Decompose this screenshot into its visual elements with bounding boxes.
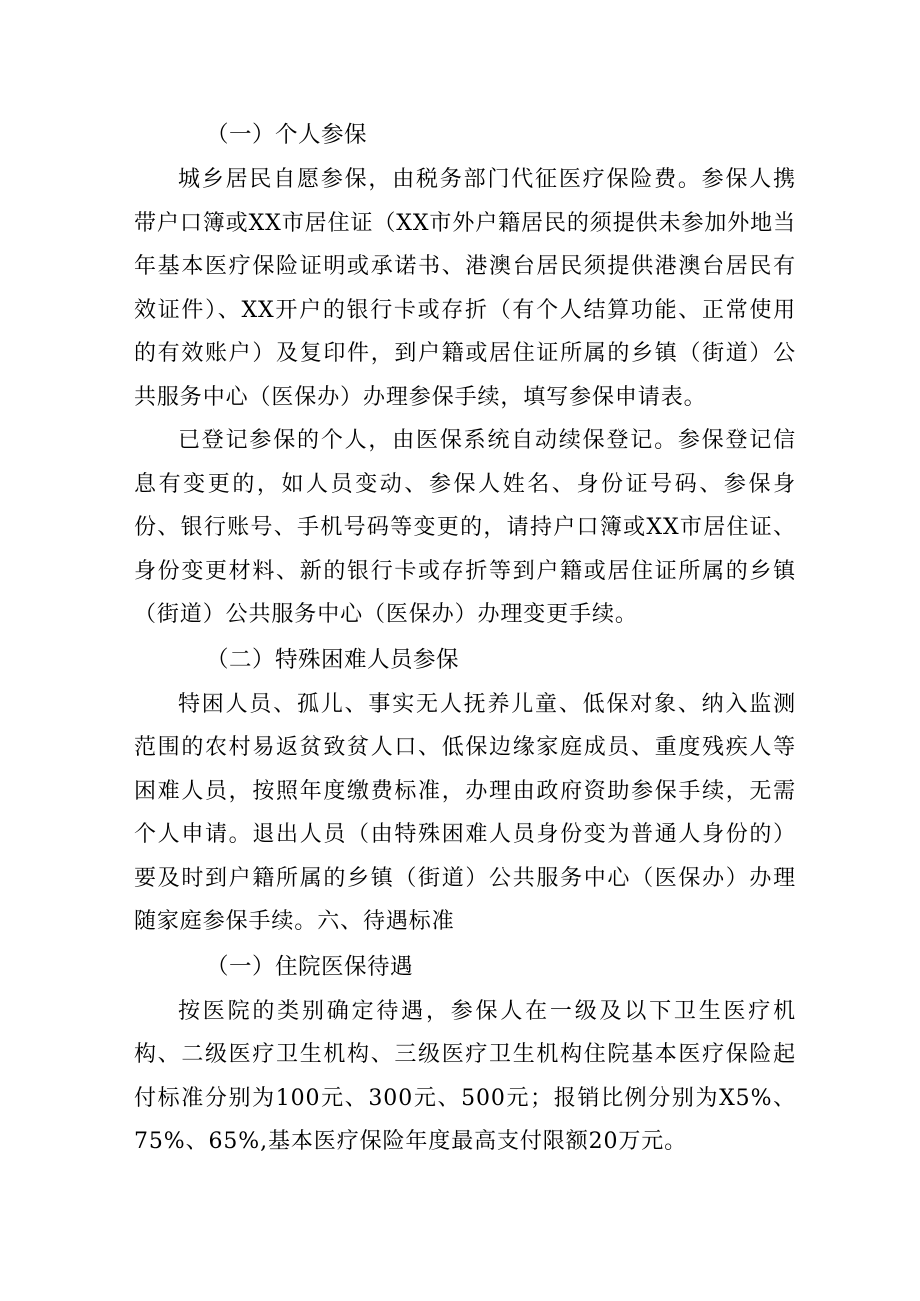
section-heading-personal-enrollment: （一）个人参保	[206, 122, 368, 148]
section-heading-inpatient-benefits: （一）住院医保待遇	[206, 953, 414, 980]
paragraph-special-hardship-enrollment: 特困人员、孤儿、事实无人抚养儿童、低保对象、纳入监测范围的农村易返贫致贫人口、低保边缘家庭成员、重度残疾人等困难人员，按照年度缴费标准，办理由政府资助参保手续，无需个人申请。退出人员（由特殊困难人员身份变为普通人身份的）要及时到户籍所属的乡镇（街道）公共服务中心（医保办）办理随家庭参保手续。六、待遇标准	[134, 691, 796, 934]
document-body	[134, 112, 796, 1164]
section-heading-special-hardship-enrollment: （二）特殊困难人员参保	[206, 646, 460, 673]
paragraph-inpatient-benefits: 按医院的类别确定待遇，参保人在一级及以下卫生医疗机构、二级医疗卫生机构、三级医疗卫生机构住院基本医疗保险起付标准分别为100元、300元、500元；报销比例分别为X5%、75%、65%,基本医疗保险年度最高支付限额20万元。	[134, 998, 796, 1154]
paragraph-personal-enrollment-procedure: 城乡居民自愿参保，由税务部门代征医疗保险费。参保人携带户口簿或XX市居住证（XX市外户籍居民的须提供未参加外地当年基本医疗保险证明或承诺书、港澳台居民须提供港澳台居民有效证件）、XX开户的银行卡或存折（有个人结算功能、正常使用的有效账户）及复印件，到户籍或居住证所属的乡镇（街道）公共服务中心（医保办）办理参保手续，填写参保申请表。	[134, 167, 796, 410]
paragraph-enrollment-change: 已登记参保的个人，由医保系统自动续保登记。参保登记信息有变更的，如人员变动、参保人姓名、身份证号码、参保身份、银行账号、手机号码等变更的，请持户口簿或XX市居住证、身份变更材料、新的银行卡或存折等到户籍或居住证所属的乡镇（街道）公共服务中心（医保办）办理变更手续。	[134, 428, 796, 627]
